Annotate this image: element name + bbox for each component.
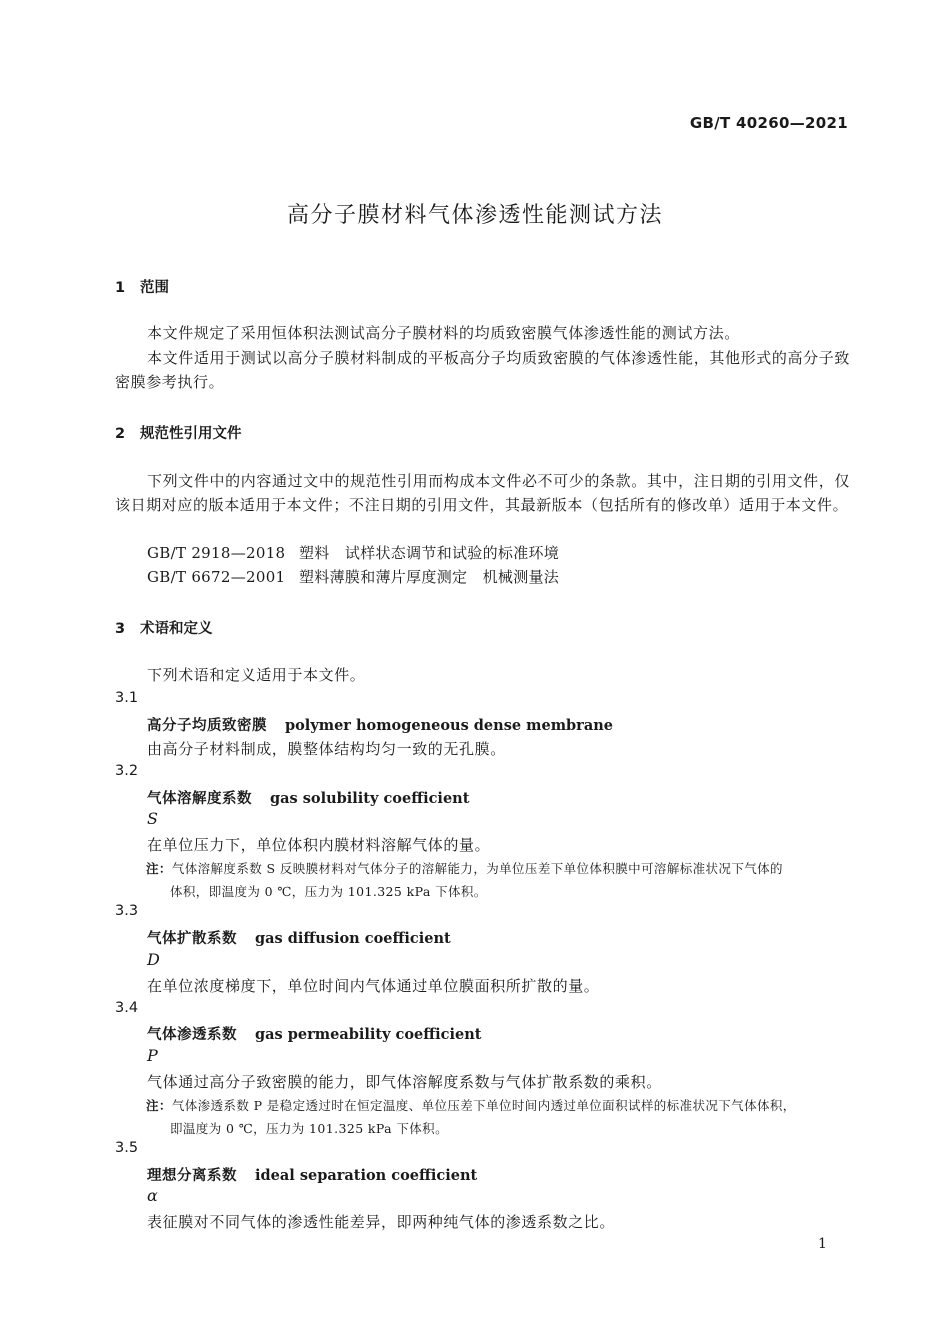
section-1-paragraph-1: 本文件规定了采用恒体积法测试高分子膜材料的均质致密膜气体渗透性能的测试方法。 — [147, 324, 740, 342]
reference-title: 塑料 试样状态调节和试验的标准环境 — [299, 544, 560, 562]
term-heading — [147, 927, 451, 948]
term-symbol: S — [147, 809, 158, 828]
term-symbol: P — [147, 1046, 158, 1065]
section-3-heading — [115, 617, 213, 638]
note-text-line-1: 气体溶解度系数 S 反映膜材料对气体分子的溶解能力，为单位压差下单位体积膜中可溶解标准状况下气体的 — [171, 861, 783, 876]
section-number: 3 — [115, 621, 126, 637]
term-symbol: α — [147, 1186, 158, 1205]
term-heading — [147, 714, 613, 735]
term-chinese: 理想分离系数 — [147, 1168, 237, 1184]
term-heading — [147, 1164, 477, 1185]
term-number: 3.5 — [115, 1140, 139, 1156]
reference-code: GB/T 6672—2001 — [147, 568, 286, 586]
term-number: 3.2 — [115, 763, 139, 779]
term-english: gas permeability coefficient — [255, 1026, 482, 1043]
section-1-heading — [115, 276, 169, 297]
term-symbol: D — [147, 950, 160, 969]
note-text-line-1: 气体渗透系数 P 是稳定透过时在恒定温度、单位压差下单位时间内透过单位面积试样的标准状况下气体体积， — [171, 1098, 796, 1113]
term-heading — [147, 1023, 482, 1044]
section-title: 术语和定义 — [140, 621, 213, 637]
note-label: 注： — [146, 1098, 172, 1113]
term-chinese: 气体渗透系数 — [147, 1027, 237, 1043]
normative-reference — [147, 542, 559, 563]
note-label: 注： — [146, 861, 172, 876]
normative-reference — [147, 566, 559, 587]
term-note — [146, 857, 852, 903]
section-title: 范围 — [140, 280, 169, 296]
term-number: 3.4 — [115, 1000, 139, 1016]
page-number: 1 — [818, 1236, 827, 1252]
reference-code: GB/T 2918—2018 — [147, 544, 286, 562]
section-title: 规范性引用文件 — [140, 426, 242, 442]
note-text-line-2: 即温度为 0 ℃，压力为 101.325 kPa 下体积。 — [170, 1121, 448, 1136]
section-number: 1 — [115, 280, 126, 296]
term-definition: 在单位浓度梯度下，单位时间内气体通过单位膜面积所扩散的量。 — [147, 977, 600, 995]
term-chinese: 高分子均质致密膜 — [147, 718, 267, 734]
term-note — [146, 1094, 852, 1140]
term-definition: 由高分子材料制成，膜整体结构均匀一致的无孔膜。 — [147, 740, 506, 758]
term-heading — [147, 787, 469, 808]
term-definition: 表征膜对不同气体的渗透性能差异，即两种纯气体的渗透系数之比。 — [147, 1213, 616, 1231]
term-english: ideal separation coefficient — [255, 1167, 478, 1184]
standard-code: GB/T 40260—2021 — [689, 114, 848, 132]
note-text-line-2: 体积，即温度为 0 ℃，压力为 101.325 kPa 下体积。 — [170, 884, 487, 899]
term-english: gas diffusion coefficient — [255, 930, 451, 947]
section-number: 2 — [115, 426, 126, 442]
term-english: polymer homogeneous dense membrane — [285, 717, 613, 734]
section-2-paragraph-1: 下列文件中的内容通过文中的规范性引用而构成本文件必不可少的条款。其中，注日期的引用文件，仅该日期对应的版本适用于本文件；不注日期的引用文件，其最新版本（包括所有的修改单）适用于本文件。 — [115, 472, 850, 514]
term-chinese: 气体溶解度系数 — [147, 791, 252, 807]
document-title: 高分子膜材料气体渗透性能测试方法 — [286, 203, 663, 228]
section-3-intro: 下列术语和定义适用于本文件。 — [147, 666, 366, 684]
term-definition: 在单位压力下，单位体积内膜材料溶解气体的量。 — [147, 836, 491, 854]
term-number: 3.1 — [115, 690, 139, 706]
term-definition: 气体通过高分子致密膜的能力，即气体溶解度系数与气体扩散系数的乘积。 — [147, 1073, 662, 1091]
term-chinese: 气体扩散系数 — [147, 931, 237, 947]
section-2-heading — [115, 422, 242, 443]
term-number: 3.3 — [115, 903, 139, 919]
term-english: gas solubility coefficient — [270, 790, 470, 807]
reference-title: 塑料薄膜和薄片厚度测定 机械测量法 — [299, 568, 560, 586]
section-1-paragraph-2: 本文件适用于测试以高分子膜材料制成的平板高分子均质致密膜的气体渗透性能，其他形式的高分子致密膜参考执行。 — [115, 349, 850, 391]
